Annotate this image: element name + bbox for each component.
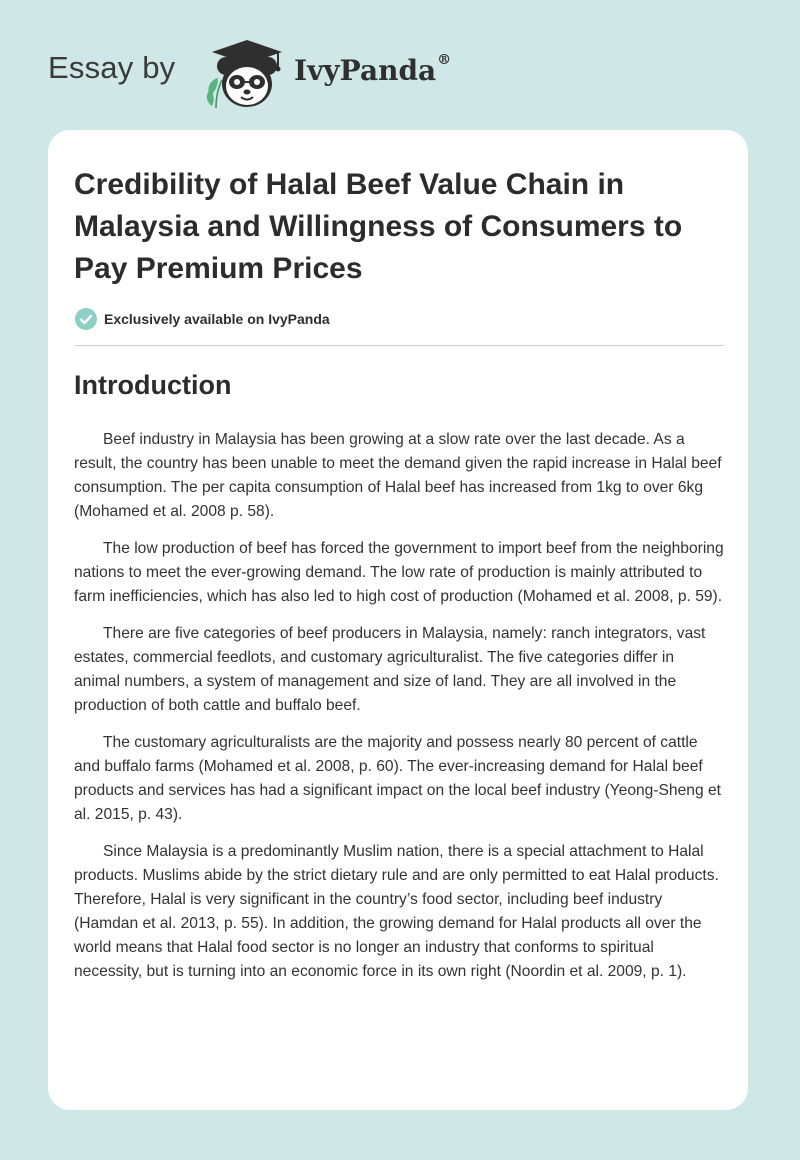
paragraph: The customary agriculturalists are the majority and possess nearly 80 percent of cattle and buffalo farms (Mohamed et al. 2008, p. 60). The ever-increasing demand for Halal beef products and services has had a significant impact on the local beef industry (Yeong-Sheng et al. 2015, p. 43). — [74, 734, 721, 823]
paragraph: Beef industry in Malaysia has been growing at a slow rate over the last decade. As a result, the country has been unable to meet the demand given the rapid increase in Halal beef consumption. The per capita consumption of Halal beef has increased from 1kg to over 6kg (Mohamed et al. 2008 p. 58). — [74, 431, 722, 520]
essay-title: Credibility of Halal Beef Value Chain in Malaysia and Willingness of Consumers to Pay Premium Prices — [74, 168, 683, 285]
essay-card — [48, 130, 748, 1110]
site-header — [48, 36, 548, 112]
essay-by-label: Essay by — [48, 50, 176, 85]
check-circle-icon — [74, 307, 98, 331]
paragraph: Since Malaysia is a predominantly Muslim nation, there is a special attachment to Halal products. Muslims abide by the strict dietary rule and are only permitted to eat Halal products. Therefore, Halal is very significant in the country’s food sector, including beef industry (Hamdan et al. 2013, p. 55). In addition, the growing demand for Halal products all over the world means that Halal food sector is no longer an industry that conforms to spiritual necessity, but is turning into an economic force in its own right (Noordin et al. 2009, p. 1). — [74, 843, 719, 980]
brand-name[interactable]: IvyPanda® — [294, 52, 452, 87]
essay-body — [74, 428, 724, 997]
section-heading-introduction: Introduction — [74, 370, 232, 400]
panda-graduate-logo-icon[interactable] — [202, 36, 286, 112]
exclusive-badge-text: Exclusively available on IvyPanda — [104, 311, 330, 327]
paragraph: There are five categories of beef producers in Malaysia, namely: ranch integrators, vast estates, commercial feedlots, and customary agriculturalist. The five categories differ in animal numbers, a system of management and size of land. They are all involved in the production of both cattle and buffalo beef. — [74, 625, 706, 714]
registered-mark: ® — [437, 52, 452, 68]
paragraph: The low production of beef has forced the government to import beef from the neighboring nations to meet the ever-growing demand. The low rate of production is mainly attributed to farm inefficiencies, which has also led to high cost of production (Mohamed et al. 2008, p. 59). — [74, 540, 724, 605]
title-divider — [74, 345, 724, 346]
exclusive-badge — [74, 306, 330, 332]
